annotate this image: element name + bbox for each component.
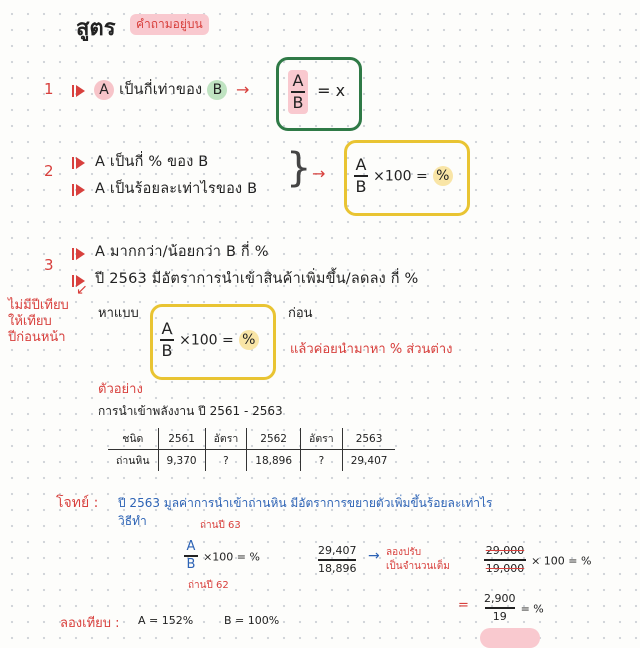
fraction-1 bbox=[318, 544, 357, 576]
question-label: โจทย์ : bbox=[56, 495, 99, 511]
year-63-note: ถ่านปี 63 bbox=[200, 520, 241, 531]
table-header-cell: อัตรา bbox=[205, 428, 247, 450]
rule-2-formula-num: A bbox=[355, 155, 367, 174]
rule-1-formula bbox=[288, 70, 345, 114]
rule-2-arrow-icon-1 bbox=[72, 152, 87, 171]
rule-2-formula-den: B bbox=[355, 176, 367, 196]
side-note-line-3: ปีก่อนหน้า bbox=[8, 330, 66, 345]
round-note-line-2: เป็นจำนวนเต็ม bbox=[386, 561, 450, 572]
method-find: หาแบบ bbox=[98, 306, 139, 321]
page-title: สูตร bbox=[76, 16, 116, 41]
fraction-3-den: 19 bbox=[492, 609, 507, 623]
question-formula-num: A bbox=[186, 539, 196, 554]
year-62-note: ถ่านปี 62 bbox=[188, 580, 229, 591]
table-header-cell: อัตรา bbox=[301, 428, 343, 450]
rule-2-formula-times: ×100 = bbox=[373, 168, 428, 185]
fraction-3 bbox=[484, 592, 544, 624]
method-after: แล้วค่อยนำมาหา % ส่วนต่าง bbox=[290, 342, 453, 357]
rule-2-line-1: A เป็นกี่ % ของ B bbox=[95, 154, 209, 170]
table-cell: 9,370 bbox=[158, 450, 205, 472]
rule-1-line bbox=[94, 78, 227, 101]
side-note bbox=[8, 298, 69, 346]
rule-1-b: B bbox=[207, 80, 227, 100]
question-formula-times: ×100 = % bbox=[203, 550, 260, 564]
rule-3-line-1: A มากกว่า/น้อยกว่า B กี่ % bbox=[95, 244, 269, 260]
round-note-line-1: ลองปรับ bbox=[386, 547, 422, 558]
table-header-cell: 2562 bbox=[247, 428, 301, 450]
rule-1-number: 1 bbox=[44, 80, 54, 98]
table-header-cell: 2563 bbox=[342, 428, 395, 450]
rule-3-line-2: ปี 2563 มีอัตราการนำเข้าสินค้าเพิ่มขึ้น/ลดลง กี่ % bbox=[95, 271, 419, 287]
rule-1-arrow: → bbox=[236, 80, 250, 99]
table-header-cell: ชนิด bbox=[122, 433, 144, 445]
round-arrow: → bbox=[368, 548, 380, 564]
example-label: ตัวอย่าง bbox=[98, 382, 143, 397]
method-formula-times: ×100 = bbox=[179, 332, 234, 349]
brace-icon: } bbox=[286, 145, 312, 191]
table-cell: ? bbox=[301, 450, 343, 472]
rule-2-number: 2 bbox=[44, 162, 54, 180]
example-caption: การนำเข้าพลังงาน ปี 2561 - 2563 bbox=[98, 404, 283, 418]
method-formula-result: % bbox=[239, 330, 259, 350]
fraction-3-num: 2,900 bbox=[484, 592, 516, 605]
method-formula bbox=[160, 320, 259, 360]
fraction-1-den: 18,896 bbox=[318, 561, 357, 575]
side-note-line-2: ให้เทียบ bbox=[8, 314, 52, 329]
fraction-3-eq: = % bbox=[520, 602, 544, 616]
compare-b: B = 100% bbox=[224, 614, 280, 627]
rule-3-arrow-icon-1 bbox=[72, 243, 87, 262]
method-formula-num: A bbox=[161, 319, 173, 338]
rule-1-formula-num: A bbox=[292, 71, 304, 90]
table-header-cell: 2561 bbox=[158, 428, 205, 450]
method-formula-den: B bbox=[161, 340, 173, 360]
table-cell: 18,896 bbox=[247, 450, 301, 472]
fraction-2-den: 19,000 bbox=[485, 561, 525, 575]
round-note bbox=[386, 546, 450, 574]
curved-arrow-icon: ↙ bbox=[76, 282, 88, 298]
equals-sign: = bbox=[458, 598, 469, 613]
method-before: ก่อน bbox=[288, 306, 313, 321]
rule-1-formula-eq: = x bbox=[317, 81, 346, 101]
rule-1-text: เป็นกี่เท่าของ bbox=[119, 82, 203, 98]
table-cell: ถ่านหิน bbox=[116, 455, 150, 467]
question-text-1: ปี 2563 มูลค่าการนำเข้าถ่านหิน มีอัตราการขยายตัวเพิ่มขึ้นร้อยละเท่าไร bbox=[118, 496, 493, 510]
rule-2-formula-result: % bbox=[433, 166, 453, 186]
compare-a: A = 152% bbox=[138, 614, 194, 627]
example-table bbox=[108, 428, 395, 471]
fraction-2-times: × 100 = % bbox=[531, 554, 592, 568]
rule-2-formula bbox=[354, 156, 453, 196]
fraction-2 bbox=[484, 544, 591, 576]
highlight-blob bbox=[480, 628, 540, 648]
side-note-line-1: ไม่มีปีเทียบ bbox=[8, 298, 69, 313]
rule-1-arrow-icon bbox=[72, 80, 87, 99]
rule-3-number: 3 bbox=[44, 256, 54, 274]
table-cell: 29,407 bbox=[342, 450, 395, 472]
question-formula bbox=[184, 540, 260, 572]
rule-1-formula-den: B bbox=[292, 92, 304, 112]
compare-label: ลองเทียบ : bbox=[60, 616, 120, 631]
rule-2-line-2: A เป็นร้อยละเท่าไรของ B bbox=[95, 181, 258, 197]
rule-1-a: A bbox=[94, 80, 114, 100]
fraction-1-num: 29,407 bbox=[318, 544, 357, 557]
fraction-2-num: 29,000 bbox=[485, 544, 525, 557]
rule-2-arrow-icon-2 bbox=[72, 179, 87, 198]
table-cell: ? bbox=[205, 450, 247, 472]
rule-2-arrow: → bbox=[312, 164, 326, 183]
question-formula-den: B bbox=[186, 556, 196, 572]
question-text-2: วิธีทำ bbox=[118, 514, 147, 528]
page-subtitle: คำถามอยู่บน bbox=[130, 14, 209, 35]
